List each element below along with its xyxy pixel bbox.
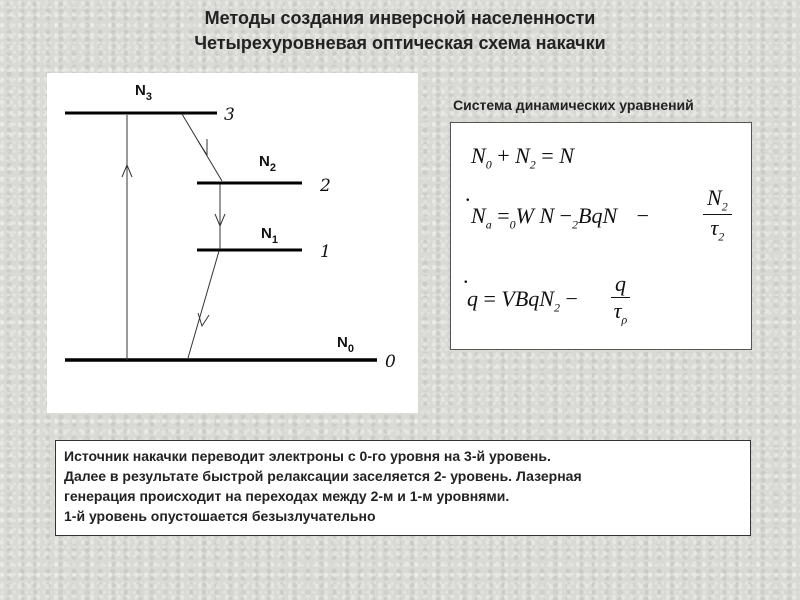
slide-title-line-2: Четырехуровневая оптическая схема накачки — [194, 33, 606, 53]
eq1-n0-sub: 0 — [485, 157, 492, 172]
eq2-n: N — [471, 203, 486, 228]
equation-3 — [467, 286, 578, 315]
eq3-fraction-numerator: q — [611, 271, 630, 298]
eq2-fraction — [703, 185, 732, 245]
relaxation-1-0-arrow — [188, 251, 219, 358]
level-2-number: 2 — [320, 176, 331, 196]
eq1-n2-sub: 2 — [529, 157, 536, 172]
eq3-frac-den-sub: ρ — [621, 312, 628, 327]
explanation-line: Источник накачки переводит электроны с 0-го уровня на 3-й уровень. — [64, 448, 551, 464]
equations-box — [450, 122, 752, 350]
eq2-frac-num-n: N — [707, 185, 722, 210]
eq1-n2: N — [515, 143, 530, 168]
eq2-minus-2: − — [636, 203, 650, 228]
explanation-line: Далее в результате быстрой релаксации заселяется 2- уровень. Лазерная — [64, 468, 582, 484]
level-1-label: $N_1$ — [261, 225, 278, 246]
explanation-line: 1-й уровень опустошается безызлучательно — [64, 508, 376, 524]
eq2-w-sub: 0 — [509, 217, 516, 232]
relaxation-3-2-arrowhead — [198, 139, 207, 155]
eq1-plus: + — [497, 143, 510, 168]
relaxation-1-0-arrowhead — [198, 313, 209, 326]
eq2-frac-den-sub: 2 — [718, 229, 725, 244]
eq3-vbqn: VBqN — [501, 286, 554, 311]
eq3-equals: = — [483, 286, 496, 311]
eq3-minus: − — [565, 286, 578, 311]
eq2-w: W — [515, 203, 534, 228]
eq3-vbqn-sub: 2 — [553, 300, 560, 315]
energy-level-svg — [47, 73, 418, 413]
eq2-fraction-numerator — [703, 185, 732, 215]
eq2-dot: . — [465, 181, 471, 206]
eq3-fraction-denominator — [611, 298, 630, 327]
eq2-n-sub: a — [485, 217, 492, 232]
eq2-fraction-denominator — [703, 215, 732, 244]
eq3-fraction — [611, 271, 630, 327]
eq3-q: q — [467, 286, 478, 311]
eq2-b-sub: 2 — [572, 217, 579, 232]
level-0-label: $N_0$ — [337, 334, 354, 355]
eq1-n: N — [559, 143, 574, 168]
eq2-frac-num-sub: 2 — [721, 199, 728, 214]
equations-heading: Система динамических уравнений — [453, 97, 694, 113]
level-0-number: 0 — [385, 352, 396, 372]
level-2-label: $N_2$ — [259, 153, 276, 174]
eq3-dot: . — [463, 263, 469, 288]
eq2-frac-den-tau: τ — [710, 215, 719, 241]
level-1-number: 1 — [320, 242, 331, 262]
eq3-frac-den-tau: τ — [613, 298, 622, 323]
eq2-n-term: N — [539, 203, 555, 228]
equation-2 — [471, 203, 649, 232]
eq2-bqn: BqN — [578, 203, 618, 228]
energy-level-diagram — [47, 73, 418, 413]
explanation-line: генерация происходит на переходах между 2-м и 1-м уровнями. — [64, 488, 510, 504]
eq2-equals: = — [497, 203, 510, 228]
level-3-number: 3 — [224, 105, 235, 125]
slide-title-line-1: Методы создания инверсной населенности — [204, 8, 596, 28]
eq2-minus: − — [559, 203, 573, 228]
eq1-equals: = — [541, 143, 554, 168]
equation-1 — [471, 143, 574, 172]
eq1-n0: N — [471, 143, 486, 168]
explanation-box — [55, 440, 751, 536]
level-3-label: $N_3$ — [135, 82, 152, 103]
